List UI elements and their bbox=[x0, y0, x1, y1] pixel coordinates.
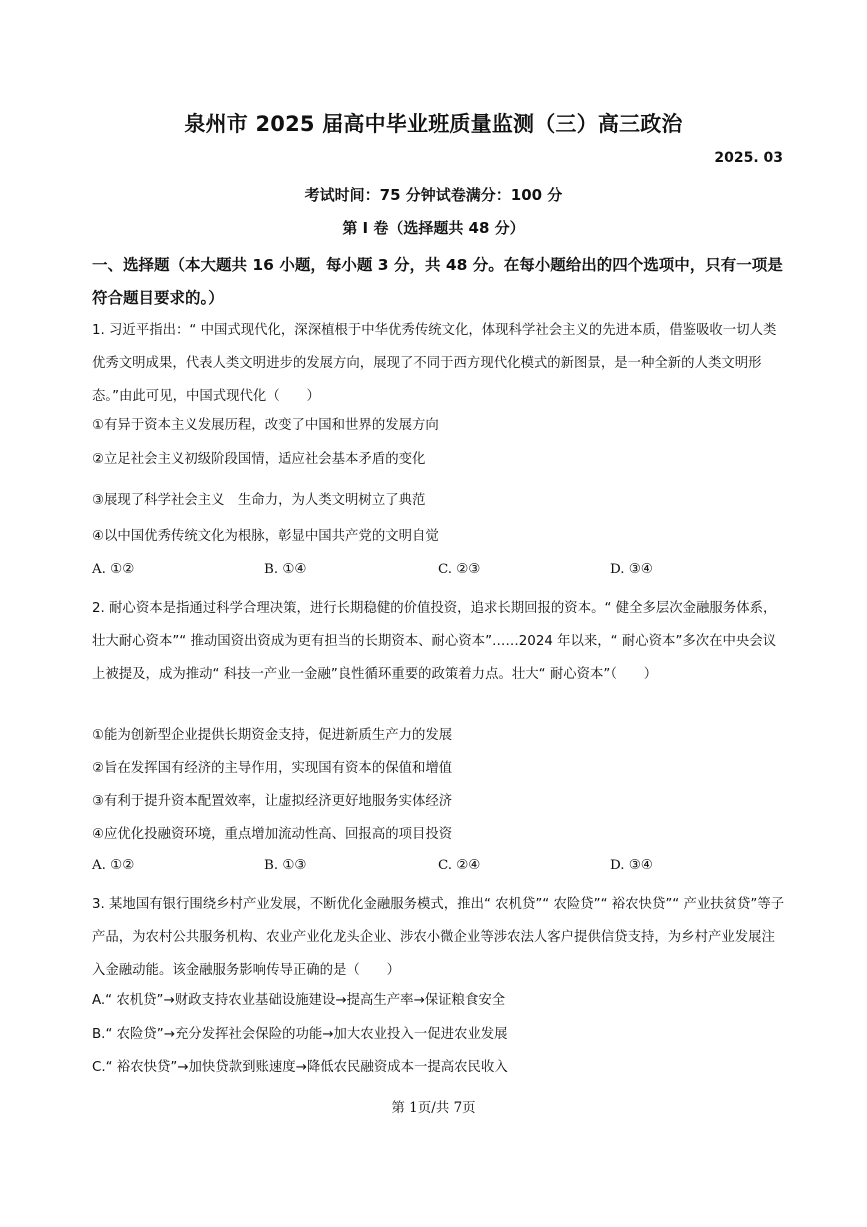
page-footer: 第 1页/共 7页 bbox=[391, 1100, 476, 1116]
question-2-option: ④应优化投融资环境，重点增加流动性高、回报高的项目投资 bbox=[92, 827, 453, 842]
exam-info: 考试时间：75 分钟试卷满分：100 分 bbox=[304, 186, 563, 204]
choice-d: D. ③④ bbox=[610, 562, 653, 577]
choice-a: A. ①② bbox=[92, 858, 135, 873]
question-3-option: B.“ 农险贷”→充分发挥社会保险的功能→加大农业投入一促进农业发展 bbox=[92, 1027, 508, 1042]
question-1-option: ④以中国优秀传统文化为根脉，彰显中国共产党的文明自觉 bbox=[92, 529, 439, 544]
question-2-choices bbox=[92, 858, 786, 878]
choice-c: C. ②④ bbox=[438, 858, 481, 873]
question-2-option: ①能为创新型企业提供长期资金支持，促进新质生产力的发展 bbox=[92, 728, 453, 743]
choice-d: D. ③④ bbox=[610, 858, 653, 873]
choice-a: A. ①② bbox=[92, 562, 135, 577]
question-1-option: ②立足社会主义初级阶段国情，适应社会基本矛盾的变化 bbox=[92, 452, 426, 467]
question-1-choices bbox=[92, 562, 786, 582]
question-2-option: ③有利于提升资本配置效率，让虚拟经济更好地服务实体经济 bbox=[92, 794, 453, 809]
choice-c: C. ②③ bbox=[438, 562, 481, 577]
exam-date: 2025. 03 bbox=[714, 150, 783, 166]
page-title: 泉州市 2025 届高中毕业班质量监测（三）高三政治 bbox=[184, 112, 683, 136]
question-2-option: ②旨在发挥国有经济的主导作用，实现国有资本的保值和增值 bbox=[92, 761, 453, 776]
section-heading: 一、选择题（本大题共 16 小题，每小题 3 分，共 48 分。在每小题给出的四个选项中，只有一项是符合题目要求的。） bbox=[92, 256, 783, 307]
part-heading: 第 I 卷（选择题共 48 分） bbox=[342, 219, 525, 237]
question-1-option: ③展现了科学社会主义 生命力，为人类文明树立了典范 bbox=[92, 493, 426, 508]
choice-b: B. ①③ bbox=[264, 858, 307, 873]
question-3-option: A.“ 农机贷”→财政支持农业基础设施建设→提高生产率→保证粮食安全 bbox=[92, 993, 506, 1008]
question-3-stem: 3. 某地国有银行围绕乡村产业发展，不断优化金融服务模式，推出“ 农机贷”“ 农险贷”“ 裕农快贷”“ 产业扶贫贷”等子产品，为农村公共服务机构、农业产业化龙头企业、涉农小微企业等涉农法人客户提供信贷支持，为乡村产业发展注入金融动能。该金融服务影响传导正确的是（ ） bbox=[92, 897, 785, 978]
question-3-option: C.“ 裕农快贷”→加快贷款到账速度→降低农民融资成本一提高农民收入 bbox=[92, 1060, 508, 1075]
question-2-stem: 2. 耐心资本是指通过科学合理决策，进行长期稳健的价值投资，追求长期回报的资本。“ 健全多层次金融服务体系，壮大耐心资本”“ 推动国资出资成为更有担当的长期资本、耐心资本”……2024 年以来，“ 耐心资本”多次在中央会议上被提及，成为推动“ 科技一产业一金融”良性循环重要的政策着力点。壮大“ 耐心资本”（ ） bbox=[92, 601, 777, 682]
question-1-option: ①有异于资本主义发展历程，改变了中国和世界的发展方向 bbox=[92, 418, 439, 433]
choice-b: B. ①④ bbox=[264, 562, 307, 577]
question-1-stem: 1. 习近平指出：“ 中国式现代化，深深植根于中华优秀传统文化，体现科学社会主义的先进本质，借鉴吸收一切人类优秀文明成果，代表人类文明进步的发展方向，展现了不同于西方现代化模式的新图景，是一种全新的人类文明形态。”由此可见，中国式现代化（ ） bbox=[92, 323, 777, 404]
